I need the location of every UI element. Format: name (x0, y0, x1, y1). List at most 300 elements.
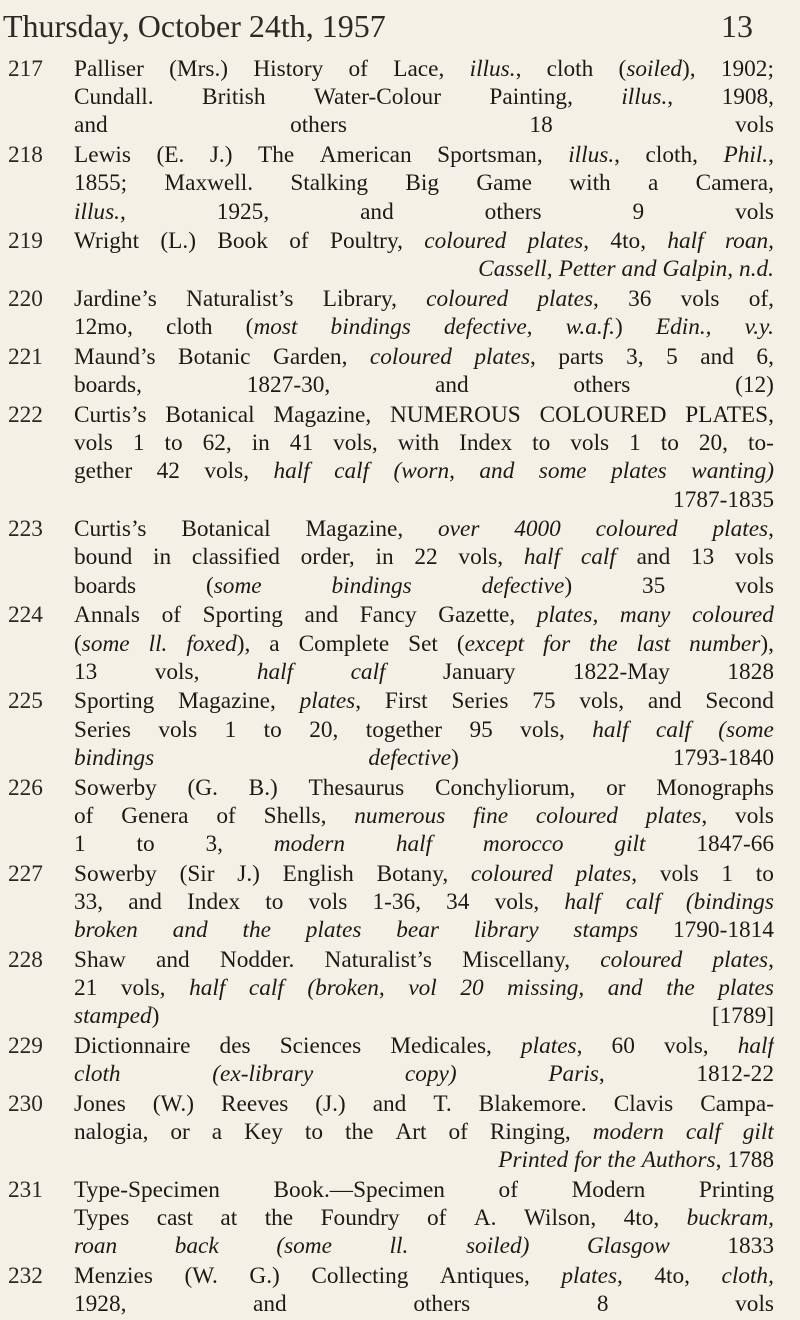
word: Sporting (74, 688, 155, 715)
lot-line (74, 313, 774, 341)
word: Series (451, 688, 509, 715)
lot-line (74, 1204, 774, 1232)
word: broken (74, 917, 138, 944)
word: J.) (209, 142, 233, 169)
word: vols (158, 716, 198, 743)
word: illus., (621, 84, 674, 111)
header-date: Thursday, October 24th, 1957 (3, 8, 386, 44)
word: and (372, 1090, 407, 1117)
word: 13 (690, 544, 715, 571)
lot-entry (8, 401, 774, 514)
word: Magazine, (273, 401, 372, 428)
word: 35 (641, 572, 666, 599)
lot-number: 221 (8, 344, 43, 371)
word: half (395, 830, 433, 857)
lot-line (74, 946, 774, 974)
word: half (667, 228, 704, 255)
lot-line (74, 401, 774, 429)
word: to (265, 888, 284, 915)
word: illus., (469, 56, 522, 82)
lot-line (74, 83, 774, 111)
word: 1828 (727, 658, 774, 685)
word: gilt (614, 830, 646, 857)
word: plates (611, 458, 667, 485)
word: Sporting (202, 602, 283, 629)
word: parts (558, 344, 604, 371)
lot-entry (8, 285, 774, 341)
word: number), (689, 630, 774, 657)
lot-number: 226 (8, 774, 43, 801)
word: 1833 (727, 1233, 774, 1260)
word: 20 (460, 975, 484, 1001)
word: 62, (202, 430, 232, 457)
word: Cassell, (478, 256, 553, 283)
word: 1908, (721, 84, 774, 111)
word: Galpin, (662, 256, 734, 283)
word: Menzies (74, 1263, 153, 1290)
word: 1793-1840 (673, 744, 774, 771)
word: cloth (165, 314, 213, 341)
lot-entry (8, 687, 774, 772)
word: modern (273, 830, 345, 857)
lot-entry (8, 227, 774, 283)
word: plates (305, 917, 362, 944)
word: of (348, 56, 368, 82)
word: defective) (481, 572, 573, 599)
word: and (253, 1291, 287, 1318)
word: Phil., (723, 142, 774, 169)
lot-entry (8, 946, 774, 1031)
word: and (621, 256, 657, 283)
word: A. (473, 1205, 497, 1232)
word: 3, (626, 344, 644, 371)
word: 1855; (74, 170, 128, 197)
word: of (161, 602, 182, 629)
word: Magazine, (178, 688, 276, 715)
word: (Sir (179, 860, 215, 887)
word: Fancy (359, 602, 417, 629)
word: 60 (611, 1032, 635, 1059)
word: 13 (74, 658, 98, 685)
word: (L.) (160, 228, 196, 255)
lot-line (74, 830, 774, 858)
lot-line (74, 630, 774, 658)
word: 22 (414, 544, 438, 571)
lot-line (74, 1176, 774, 1204)
word: to (263, 716, 282, 743)
lot-line (74, 343, 774, 371)
word: Maund’s (74, 344, 156, 371)
word: for (543, 630, 571, 657)
word: T. (433, 1090, 452, 1117)
word: 1790-1814 (672, 917, 774, 944)
word: (worn, (393, 458, 455, 485)
word: cloth (74, 1061, 121, 1088)
word: 42 (156, 458, 180, 485)
word: Water-Colour (313, 84, 441, 111)
word: Miscellany, (462, 946, 571, 973)
lot-number: 230 (8, 1090, 43, 1117)
word: (12) (735, 372, 774, 399)
word: nalogia, (74, 1119, 149, 1146)
word: foxed), (186, 630, 251, 657)
word: Botanical (165, 401, 255, 428)
word: to (755, 860, 774, 887)
word: back (174, 1233, 219, 1260)
lot-number: 232 (8, 1263, 43, 1290)
word: to (164, 430, 183, 457)
word: to- (747, 430, 774, 457)
word: Lewis (74, 142, 131, 169)
lot-number: 217 (8, 56, 43, 82)
word: and (700, 344, 734, 371)
word: 1847-66 (696, 830, 774, 857)
word: Wilson, (523, 1205, 597, 1232)
word: in (251, 430, 270, 457)
word: [1789] (711, 1003, 774, 1030)
word: Nodder. (219, 946, 295, 973)
word: Camera, (695, 170, 774, 197)
word: B.) (248, 774, 278, 801)
word: plates, (645, 802, 708, 829)
word: Key (244, 1119, 283, 1146)
word: Dictionnaire (74, 1032, 191, 1059)
lot-line (74, 916, 774, 944)
word: the (589, 630, 618, 657)
word: vols (680, 286, 720, 313)
lot-number: 218 (8, 142, 43, 169)
word: PLATES, (685, 401, 774, 428)
word: cloth (546, 56, 594, 82)
word: the (607, 1147, 636, 1174)
word: Book (217, 228, 268, 255)
word: British (202, 84, 266, 111)
word: vol (408, 975, 437, 1001)
word: Glasgow (586, 1233, 670, 1260)
word: (most (245, 314, 298, 341)
word: (ex-library (212, 1061, 314, 1088)
lot-line (74, 860, 774, 888)
lot-line (74, 716, 774, 744)
word: (bindings (685, 888, 774, 915)
word: vols (735, 198, 774, 225)
word: others (290, 112, 347, 139)
word: vols, (333, 430, 378, 457)
word: of (448, 1119, 468, 1146)
word: Types (74, 1205, 130, 1232)
word: 1 (629, 430, 641, 457)
lot-line (74, 1090, 774, 1118)
word: Jones (74, 1090, 126, 1117)
word: (E. (156, 142, 185, 169)
word: 33, (74, 888, 104, 915)
lot-entry (8, 141, 774, 226)
word: vols (735, 544, 774, 571)
word: Sciences (279, 1032, 362, 1059)
lot-entry (8, 774, 774, 859)
word: 1 (721, 860, 734, 887)
word: boards, (74, 372, 142, 399)
word: plates, (520, 1032, 583, 1059)
word: others (573, 372, 631, 399)
word: Curtis’s (74, 516, 147, 543)
word: some (538, 458, 587, 485)
word: 1925, (216, 198, 270, 225)
lot-entry (8, 1262, 774, 1318)
word: and (74, 112, 108, 139)
word: 1787-1835 (673, 486, 774, 513)
word: coloured (426, 286, 509, 313)
word: fine (473, 802, 509, 829)
word: half (273, 458, 310, 485)
word: The (258, 142, 295, 169)
word: n.d. (739, 256, 774, 283)
word: others (484, 198, 542, 225)
word: gilt (742, 1119, 774, 1146)
word: Ringing, (489, 1119, 571, 1146)
lot-line (74, 457, 774, 485)
word: w.a.f.) (565, 314, 623, 341)
word: Complete (298, 630, 390, 657)
word: bindings (330, 314, 411, 341)
lot-line (74, 285, 774, 313)
word: Monographs (656, 774, 774, 801)
word: Conchyliorum, (434, 774, 576, 801)
word: morocco (482, 830, 564, 857)
word: Blakemore. (478, 1090, 587, 1117)
word: plates, (527, 228, 590, 255)
word: copy) (404, 1061, 457, 1088)
word: half (523, 544, 561, 571)
word: (except (456, 630, 525, 657)
word: the (666, 975, 695, 1001)
word: coloured (424, 228, 507, 255)
lot-line (74, 774, 774, 802)
lot-line (74, 198, 774, 226)
word: NUMEROUS (389, 401, 521, 428)
word: plates, (712, 946, 774, 973)
word: Jardine’s (74, 286, 157, 313)
word: together (365, 716, 443, 743)
word: with (397, 430, 440, 457)
word: the (264, 1205, 294, 1232)
word: Sowerby (74, 774, 157, 801)
word: (some (74, 630, 130, 657)
word: Printing (698, 1176, 774, 1203)
word: G.) (249, 1263, 280, 1290)
word: stamped) (74, 1003, 160, 1030)
word: Shells, (263, 802, 327, 829)
word: illus., (74, 198, 126, 225)
word: 1928, (74, 1291, 127, 1318)
word: 41 (289, 430, 314, 457)
word: 1788 (727, 1147, 774, 1174)
lot-number: 219 (8, 228, 43, 255)
word: Edin., (655, 314, 712, 341)
word: Sowerby (74, 860, 157, 887)
word: half (189, 975, 226, 1001)
word: Collecting (311, 1263, 409, 1290)
lot-line (74, 744, 774, 772)
word: 3, (205, 830, 223, 857)
word: of, (748, 286, 774, 313)
word: and (636, 544, 671, 571)
word: Clavis (613, 1090, 674, 1117)
word: and (479, 458, 515, 485)
word: vols (74, 430, 113, 457)
word: coloured (535, 802, 618, 829)
word: J.) (237, 860, 260, 887)
word: vols, (494, 888, 540, 915)
word: Cundall. (74, 84, 154, 111)
word: plates, (712, 516, 774, 543)
word: with (569, 170, 611, 197)
word: and (647, 688, 682, 715)
lot-line (74, 1290, 774, 1318)
word: a (211, 1119, 223, 1146)
word: 34 (446, 888, 470, 915)
word: soiled) (465, 1233, 530, 1260)
word: of (427, 1205, 447, 1232)
word: calf (625, 888, 661, 915)
word: Art (395, 1119, 427, 1146)
word: 95 (469, 716, 493, 743)
word: classified (191, 544, 280, 571)
lot-list (8, 55, 774, 1320)
lot-line (74, 658, 774, 686)
word: 20, (698, 430, 728, 457)
word: Painting, (489, 84, 573, 111)
word: 12mo, (74, 314, 133, 341)
word: to (304, 1119, 323, 1146)
word: Sportsman, (437, 142, 543, 169)
word: plates, (537, 286, 599, 313)
word: 21 (74, 975, 98, 1001)
word: (W.) (152, 1090, 194, 1117)
word: 4000 (514, 516, 561, 543)
word: of (216, 802, 236, 829)
word: defective) (368, 744, 459, 771)
word: for (574, 1147, 602, 1174)
word: 1 (132, 430, 145, 457)
word: and (156, 946, 190, 973)
word: Annals (74, 602, 141, 629)
lot-line (74, 141, 774, 169)
word: 1812-22 (696, 1061, 774, 1088)
lot-line (74, 1232, 774, 1260)
word: wanting) (691, 458, 774, 485)
word: to (660, 430, 679, 457)
word: cloth, (645, 142, 698, 169)
lot-line (74, 1118, 774, 1146)
word: 4to, (610, 228, 647, 255)
word: 4to, (654, 1263, 690, 1290)
word: Book.—Specimen (273, 1176, 445, 1203)
word: vols, (154, 658, 200, 685)
word: (Mrs.) (169, 56, 229, 82)
word: (W. (184, 1263, 218, 1290)
word: Naturalist’s (324, 946, 432, 973)
word: the (242, 917, 271, 944)
word: vols, (458, 544, 504, 571)
word: 1902; (720, 56, 774, 82)
word: coloured (600, 946, 683, 973)
word: (broken, (307, 975, 385, 1001)
word: (soiled), (618, 56, 696, 82)
lot-line (74, 974, 774, 1002)
word: library (473, 917, 539, 944)
lot-line (74, 515, 774, 543)
word: (some (205, 572, 262, 599)
word: (some (718, 716, 774, 743)
word: calf (655, 716, 691, 743)
lot-entry (8, 515, 774, 600)
lot-line (74, 169, 774, 197)
word: Petter (558, 256, 616, 283)
word: 6, (756, 344, 774, 371)
word: Antiques, (439, 1263, 530, 1290)
word: plates, (561, 1263, 623, 1290)
word: in (375, 544, 394, 571)
word: 5 (666, 344, 678, 371)
word: Magazine, (305, 516, 404, 543)
word: Library, (322, 286, 397, 313)
word: 9 (632, 198, 645, 225)
word: Botany, (376, 860, 449, 887)
word: calf (580, 544, 616, 571)
word: bound (74, 544, 133, 571)
word: of (289, 228, 309, 255)
word: Botanical (181, 516, 271, 543)
word: vols (308, 888, 348, 915)
word: Naturalist’s (186, 286, 294, 313)
lot-number: 220 (8, 286, 43, 313)
word: (G. (187, 774, 218, 801)
word: 18 (529, 112, 553, 139)
lot-entry (8, 55, 774, 140)
word: (some (276, 1233, 332, 1260)
word: Stalking (290, 170, 369, 197)
word: and (128, 888, 162, 915)
word: Maxwell. (164, 170, 254, 197)
word: vols, (663, 1032, 709, 1059)
lot-entry (8, 1032, 774, 1088)
word: plates, (299, 688, 362, 715)
lot-line (74, 227, 774, 255)
word: gether (74, 458, 133, 485)
word: and (434, 372, 469, 399)
word: and (304, 602, 339, 629)
lot-line (74, 1060, 774, 1088)
page-header (3, 6, 763, 46)
word: (J.) (315, 1090, 346, 1117)
word: English (282, 860, 354, 887)
word: a (269, 630, 280, 657)
word: Type-Specimen (74, 1176, 220, 1203)
word: Garden, (273, 344, 348, 371)
word: or (606, 774, 626, 801)
word: ll. (389, 1233, 409, 1260)
word: 20, (309, 716, 339, 743)
lot-entry (8, 860, 774, 945)
word: Shaw (74, 946, 126, 973)
word: coloured (369, 344, 452, 371)
word: bindings (74, 744, 155, 771)
word: Modern (571, 1176, 646, 1203)
word: plates, (536, 602, 599, 629)
word: cast (156, 1205, 193, 1232)
word: modern (592, 1119, 664, 1146)
